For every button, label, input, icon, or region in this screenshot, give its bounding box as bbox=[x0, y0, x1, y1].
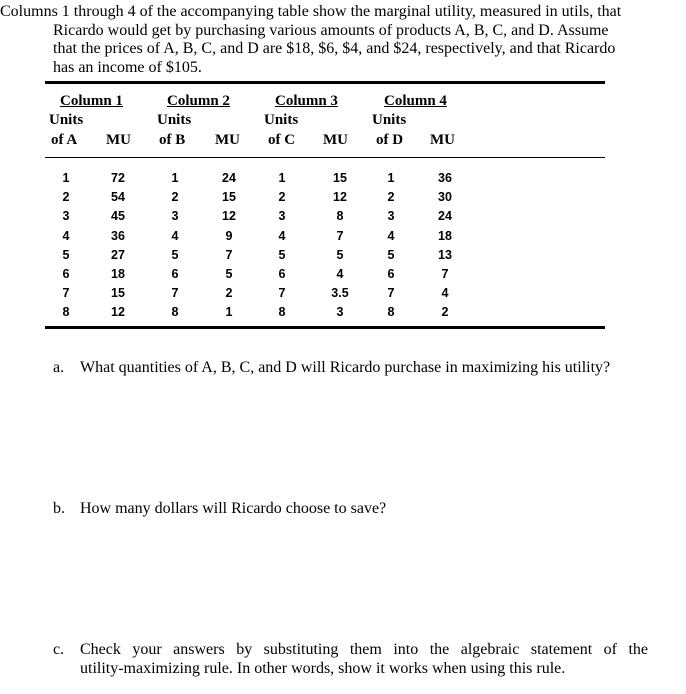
units-cell: 6 bbox=[62, 267, 70, 281]
table-header-rule bbox=[45, 157, 605, 158]
mu-cell: 72 bbox=[111, 171, 125, 185]
mu-cell: 15 bbox=[222, 190, 236, 205]
mu-cell: 3.5 bbox=[331, 286, 349, 301]
question-c bbox=[53, 640, 649, 680]
units-cell: 4 bbox=[278, 228, 286, 243]
mu-cell: 54 bbox=[111, 190, 125, 205]
units-cell: 7 bbox=[62, 286, 70, 301]
units-cell: 6 bbox=[171, 267, 179, 281]
mu-cell: 4 bbox=[336, 267, 344, 281]
column-3-title: Column 3 bbox=[275, 93, 338, 109]
units-cell: 8 bbox=[278, 305, 286, 320]
column-2-title: Column 2 bbox=[167, 93, 230, 109]
intro-line-3: that the prices of A, B, C, and D are $18, $6, $4, and $24, respectively, and that Ricardo bbox=[53, 40, 616, 57]
units-cell: 1 bbox=[62, 171, 70, 185]
units-cell: 3 bbox=[387, 209, 395, 224]
units-cell: 3 bbox=[62, 209, 70, 224]
units-cell: 1 bbox=[387, 171, 395, 185]
units-cell: 7 bbox=[278, 286, 286, 301]
mu-cell: 45 bbox=[111, 209, 125, 224]
column-2-mu: MU bbox=[215, 132, 240, 148]
units-cell: 2 bbox=[171, 190, 179, 205]
mu-cell: 12 bbox=[222, 209, 236, 224]
question-a bbox=[53, 358, 673, 378]
column-1-units: Units bbox=[49, 112, 84, 128]
units-cell: 5 bbox=[62, 247, 70, 262]
column-4-of: of D bbox=[376, 132, 404, 148]
units-cell: 3 bbox=[171, 209, 179, 224]
units-cell: 5 bbox=[278, 247, 286, 262]
mu-cell: 9 bbox=[225, 228, 233, 243]
column-3-units: Units bbox=[264, 112, 299, 128]
units-cell: 8 bbox=[171, 305, 179, 320]
question-c-line-1: Check your answers by substituting them into the algebraic statement of the bbox=[80, 641, 648, 658]
mu-cell: 5 bbox=[225, 267, 233, 281]
mu-cell: 12 bbox=[333, 190, 347, 205]
mu-cell: 7 bbox=[336, 228, 344, 243]
mu-cell: 24 bbox=[222, 171, 236, 185]
question-b-label: b. bbox=[53, 500, 65, 517]
mu-cell: 2 bbox=[225, 286, 233, 301]
table-bottom-rule bbox=[45, 326, 605, 329]
units-cell: 3 bbox=[278, 209, 286, 224]
intro-line-2: Ricardo would get by purchasing various amounts of products A, B, C, and D. Assume bbox=[53, 21, 609, 39]
mu-cell: 15 bbox=[111, 286, 125, 301]
column-4-title: Column 4 bbox=[384, 93, 447, 109]
mu-cell: 12 bbox=[111, 305, 125, 320]
units-cell: 6 bbox=[278, 267, 286, 281]
mu-cell: 18 bbox=[111, 267, 125, 281]
table-top-rule bbox=[45, 81, 605, 84]
units-cell: 2 bbox=[62, 190, 70, 205]
column-2-of: of B bbox=[159, 132, 186, 148]
question-b-text: How many dollars will Ricardo choose to save? bbox=[80, 500, 387, 517]
mu-cell: 7 bbox=[441, 267, 449, 281]
units-cell: 6 bbox=[387, 267, 395, 281]
column-2-units: Units bbox=[157, 112, 192, 128]
units-cell: 4 bbox=[387, 228, 395, 243]
column-3-of: of C bbox=[268, 132, 296, 148]
question-a-label: a. bbox=[53, 359, 65, 376]
mu-cell: 8 bbox=[336, 209, 344, 224]
units-cell: 7 bbox=[171, 286, 179, 301]
units-cell: 2 bbox=[278, 190, 286, 205]
question-a-text: What quantities of A, B, C, and D will Ricardo purchase in maximizing his utility? bbox=[80, 359, 611, 376]
mu-cell: 2 bbox=[441, 305, 449, 320]
units-cell: 4 bbox=[62, 228, 70, 243]
mu-cell: 7 bbox=[225, 247, 233, 262]
mu-cell: 36 bbox=[111, 228, 125, 243]
column-1-of: of A bbox=[51, 132, 78, 148]
mu-cell: 15 bbox=[333, 171, 347, 185]
mu-cell: 27 bbox=[111, 247, 125, 262]
units-cell: 8 bbox=[62, 305, 70, 320]
mu-cell: 5 bbox=[336, 247, 344, 262]
units-cell: 5 bbox=[171, 247, 179, 262]
units-cell: 8 bbox=[387, 305, 395, 320]
units-cell: 5 bbox=[387, 247, 395, 262]
intro-paragraph bbox=[0, 3, 680, 77]
mu-cell: 4 bbox=[441, 286, 449, 301]
column-4-units: Units bbox=[372, 112, 407, 128]
question-c-label: c. bbox=[53, 641, 65, 658]
column-4-mu: MU bbox=[430, 132, 455, 148]
units-cell: 2 bbox=[387, 190, 395, 205]
units-cell: 1 bbox=[171, 171, 179, 185]
mu-cell: 30 bbox=[438, 190, 452, 205]
column-1-title: Column 1 bbox=[60, 93, 123, 109]
mu-cell: 1 bbox=[225, 305, 233, 320]
units-cell: 4 bbox=[171, 228, 179, 243]
column-3-mu: MU bbox=[323, 132, 348, 148]
intro-line-1: Columns 1 through 4 of the accompanying table show the marginal utility, measured in utils, that bbox=[0, 3, 622, 20]
intro-line-4: has an income of $105. bbox=[53, 58, 202, 76]
mu-cell: 36 bbox=[438, 171, 452, 185]
column-1-mu: MU bbox=[106, 132, 131, 148]
mu-cell: 24 bbox=[438, 209, 452, 224]
question-c-line-2: utility-maximizing rule. In other words, show it works when using this rule. bbox=[80, 660, 566, 677]
mu-cell: 18 bbox=[438, 228, 452, 243]
mu-cell: 13 bbox=[438, 247, 452, 262]
question-b bbox=[53, 499, 673, 519]
units-cell: 1 bbox=[278, 171, 286, 185]
units-cell: 7 bbox=[387, 286, 395, 301]
mu-cell: 3 bbox=[336, 305, 344, 320]
